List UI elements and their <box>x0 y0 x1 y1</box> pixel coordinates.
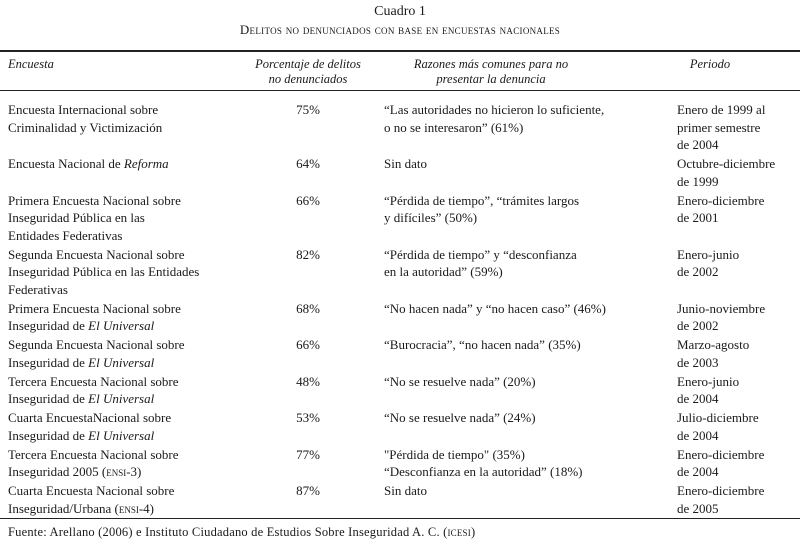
period-cell <box>677 155 797 190</box>
reasons-cell <box>384 192 664 227</box>
period-line: de 2004 <box>677 464 719 479</box>
survey-name-text: Segunda Encuesta Nacional sobre <box>8 337 185 352</box>
table-row <box>0 300 800 337</box>
footnote-text: ) <box>470 525 476 539</box>
reasons-line: “No se resuelve nada” (24%) <box>384 410 536 425</box>
survey-name-line <box>8 500 233 518</box>
survey-name-line <box>8 390 233 408</box>
period-cell <box>677 192 797 227</box>
reasons-line: “No hacen nada” y “no hacen caso” (46%) <box>384 300 606 316</box>
period-line: Enero-diciembre <box>677 446 765 462</box>
header-period: Periodo <box>689 57 731 71</box>
survey-name-text: Tercera Encuesta Nacional sobre <box>8 446 179 462</box>
period-line: Enero de 1999 al <box>677 102 766 117</box>
reasons-cell <box>384 482 664 500</box>
reasons-line: “Pérdida de tiempo”, “trámites largos <box>384 192 580 208</box>
survey-name-text: Segunda Encuesta Nacional sobre <box>8 246 185 262</box>
percent-cell: 66% <box>296 337 320 352</box>
survey-name-line <box>8 427 233 445</box>
survey-name-text: ensi <box>118 500 139 516</box>
table-row <box>0 482 800 519</box>
percent-cell: 68% <box>296 300 320 316</box>
reasons-cell <box>384 336 664 354</box>
reasons-line: Sin dato <box>384 483 427 498</box>
period-line: de 2004 <box>677 137 719 152</box>
header-percent-line: Porcentaje de delitos <box>255 57 361 71</box>
period-cell <box>677 482 797 517</box>
survey-name-text: -3) <box>126 464 142 479</box>
percent-cell: 75% <box>296 102 320 117</box>
reasons-line: “Burocracia”, “no hacen nada” (35%) <box>384 337 581 352</box>
survey-name-text: El Universal <box>88 318 155 333</box>
percent-cell: 53% <box>296 410 320 425</box>
survey-name-text: Inseguridad de <box>8 391 89 406</box>
period-line: primer semestre <box>677 119 761 135</box>
survey-name-cell <box>8 101 233 154</box>
survey-name-text: Inseguridad de <box>8 354 89 370</box>
period-line: de 2002 <box>677 264 719 279</box>
survey-name-line <box>8 281 233 299</box>
survey-name-text: Encuesta Internacional sobre <box>8 102 159 117</box>
period-line: de 2001 <box>677 210 719 225</box>
survey-name-text: Inseguridad Pública en las <box>8 210 145 225</box>
table-row <box>0 373 800 410</box>
reasons-line: en la autoridad” (59%) <box>384 264 503 279</box>
reasons-cell <box>384 155 664 173</box>
table-body <box>0 101 800 519</box>
survey-name-text: El Universal <box>88 391 155 406</box>
percent-cell: 87% <box>296 483 320 498</box>
percent-cell: 66% <box>296 192 320 208</box>
reasons-cell <box>384 373 664 391</box>
period-cell <box>677 246 797 281</box>
table-row <box>0 336 800 373</box>
survey-name-text: Inseguridad de <box>8 318 89 333</box>
period-cell <box>677 336 797 371</box>
percent-cell: 64% <box>296 156 320 171</box>
survey-name-line <box>8 263 233 281</box>
survey-name-line <box>8 336 233 354</box>
survey-name-text: Tercera Encuesta Nacional sobre <box>8 373 179 389</box>
survey-name-line <box>8 409 233 427</box>
survey-name-text: Inseguridad Pública en las Entidades <box>8 264 200 279</box>
table-title: Delitos no denunciados con base en encuestas nacionales <box>239 22 561 37</box>
reasons-line: “Las autoridades no hicieron lo suficiente, <box>384 102 605 117</box>
survey-name-text: Primera Encuesta Nacional sobre <box>8 192 181 208</box>
period-cell <box>677 373 797 408</box>
period-cell <box>677 101 797 154</box>
header-percent <box>230 57 386 87</box>
survey-name-text: Inseguridad/Urbana ( <box>8 500 119 516</box>
percent-cell: 82% <box>296 246 320 262</box>
period-line: Enero-junio <box>677 373 740 389</box>
table-row <box>0 409 800 446</box>
period-line: de 2004 <box>677 391 719 406</box>
period-line: Marzo-agosto <box>677 337 750 352</box>
reasons-line: y difíciles” (50%) <box>384 210 478 225</box>
period-line: Enero-diciembre <box>677 483 765 498</box>
survey-name-text: ensi <box>106 464 127 479</box>
survey-name-text: El Universal <box>88 354 155 370</box>
survey-name-text: Cuarta EncuestaNacional sobre <box>8 410 172 425</box>
percent-cell: 48% <box>296 373 320 389</box>
reasons-line: “Pérdida de tiempo” y “desconfianza <box>384 246 577 262</box>
table-row <box>0 246 800 300</box>
reasons-cell <box>384 101 664 136</box>
period-line: de 2005 <box>677 500 719 516</box>
survey-name-text: Primera Encuesta Nacional sobre <box>8 300 181 316</box>
survey-name-cell <box>8 373 233 408</box>
survey-name-text: Inseguridad de <box>8 427 89 443</box>
survey-name-cell <box>8 409 233 444</box>
period-cell <box>677 446 797 481</box>
survey-name-line <box>8 119 233 137</box>
header-reasons-line: Razones más comunes para no <box>413 57 569 71</box>
table-number: Cuadro 1 <box>374 4 426 19</box>
reasons-cell <box>384 409 664 427</box>
table-row <box>0 101 800 155</box>
survey-name-line <box>8 300 233 318</box>
period-line: de 1999 <box>677 173 719 189</box>
survey-name-line <box>8 446 233 464</box>
survey-name-cell <box>8 482 233 517</box>
table-row <box>0 192 800 246</box>
survey-name-line <box>8 209 233 227</box>
survey-name-line <box>8 246 233 264</box>
footnote-text: Fuente: Arellano (2006) e Instituto Ciudadano de Estudios Sobre Inseguridad A. C. ( <box>8 525 448 539</box>
reasons-line: o no se interesaron” (61%) <box>384 119 524 135</box>
survey-name-line <box>8 192 233 210</box>
period-line: Octubre-diciembre <box>677 156 776 171</box>
source-footnote <box>8 525 475 540</box>
period-line: de 2002 <box>677 318 719 333</box>
period-line: Enero-junio <box>677 246 740 262</box>
survey-name-line <box>8 354 233 372</box>
header-reasons-line: presentar la denuncia <box>436 72 546 86</box>
period-line: de 2003 <box>677 354 719 370</box>
header-rule <box>0 90 800 91</box>
period-line: de 2004 <box>677 427 719 443</box>
period-cell <box>677 409 797 444</box>
bottom-rule <box>0 518 800 519</box>
reasons-line: “No se resuelve nada” (20%) <box>384 373 536 389</box>
survey-name-line <box>8 317 233 335</box>
reasons-cell <box>384 246 664 281</box>
reasons-cell <box>384 446 664 481</box>
table-row <box>0 446 800 483</box>
header-percent-line: no denunciados <box>268 72 348 86</box>
survey-name-text: El Universal <box>88 427 155 443</box>
survey-name-text: Entidades Federativas <box>8 227 123 243</box>
period-line: Enero-diciembre <box>677 192 765 208</box>
percent-cell: 77% <box>296 446 320 462</box>
survey-name-text: Federativas <box>8 281 68 297</box>
reasons-line: “Desconfianza en la autoridad” (18%) <box>384 464 583 479</box>
survey-name-cell <box>8 155 233 190</box>
survey-name-line <box>8 155 233 173</box>
survey-name-text: -4) <box>138 500 154 516</box>
survey-name-line <box>8 373 233 391</box>
survey-name-text: Inseguridad 2005 ( <box>8 464 107 479</box>
survey-name-cell <box>8 336 233 371</box>
reasons-line: "Pérdida de tiempo" (35%) <box>384 446 525 462</box>
survey-name-cell <box>8 246 233 299</box>
reasons-cell <box>384 300 664 318</box>
survey-name-text: Reforma <box>123 156 169 171</box>
header-survey: Encuesta <box>8 57 54 71</box>
header-reasons <box>384 57 598 87</box>
survey-name-line <box>8 101 233 119</box>
period-line: Junio-noviembre <box>677 300 766 316</box>
period-line: Julio-diciembre <box>677 410 759 425</box>
period-cell <box>677 300 797 335</box>
survey-name-text: Encuesta Nacional de <box>8 156 124 171</box>
survey-name-text: Cuarta Encuesta Nacional sobre <box>8 483 175 498</box>
survey-name-text: Criminalidad y Victimización <box>8 119 163 135</box>
survey-name-line <box>8 482 233 500</box>
survey-name-cell <box>8 446 233 481</box>
survey-name-cell <box>8 192 233 245</box>
survey-name-line <box>8 227 233 245</box>
reasons-line: Sin dato <box>384 156 427 171</box>
top-rule <box>0 50 800 52</box>
survey-name-line <box>8 463 233 481</box>
table-row <box>0 155 800 192</box>
footnote-text: icesi <box>447 525 471 539</box>
survey-name-cell <box>8 300 233 335</box>
